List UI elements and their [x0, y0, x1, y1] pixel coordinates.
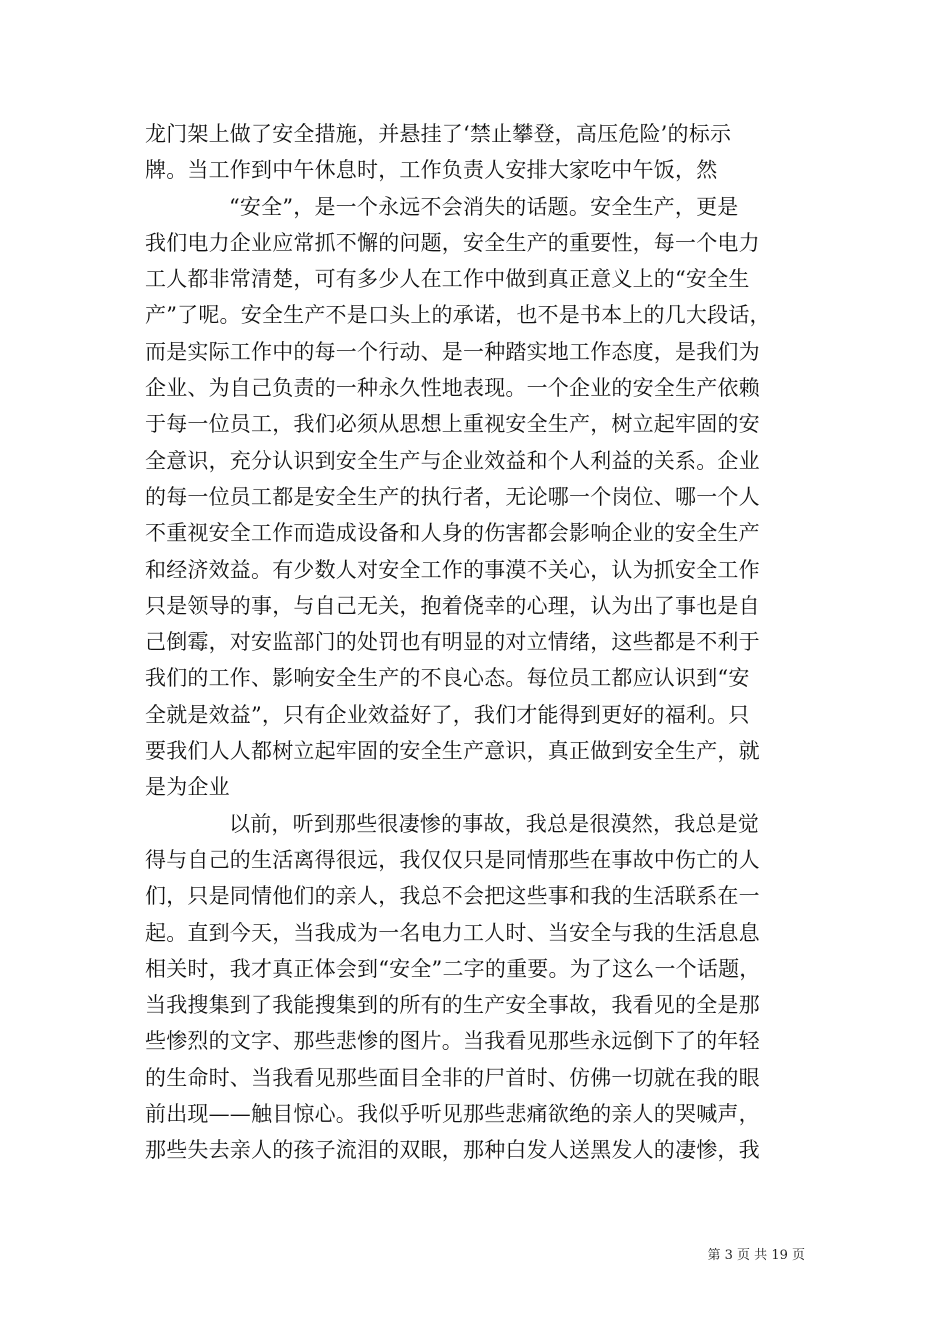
text-line: 己倒霉，对安监部门的处罚也有明显的对立情绪，这些都是不利于 — [145, 630, 760, 655]
text-line: 些惨烈的文字、那些悲惨的图片。当我看见那些永远倒下了的年轻 — [145, 1029, 760, 1054]
text-line: 相关时，我才真正体会到“安全”二字的重要。为了这么一个话题， — [145, 956, 761, 981]
text-line: 起。直到今天，当我成为一名电力工人时、当安全与我的生活息息 — [145, 920, 760, 945]
text-line: 产”了呢。安全生产不是口头上的承诺，也不是书本上的几大段话， — [145, 303, 771, 328]
text-line: 以前，听到那些很凄惨的事故，我总是很漠然，我总是觉 — [229, 811, 759, 836]
document-body — [145, 116, 805, 1169]
text-line: 只是领导的事，与自己无关，抱着侥幸的心理，认为出了事也是自 — [145, 593, 760, 618]
text-line: 而是实际工作中的每一个行动、是一种踏实地工作态度，是我们为 — [145, 339, 760, 364]
text-line: 龙门架上做了安全措施，并悬挂了‘禁止攀登，高压危险’的标示 — [145, 122, 732, 146]
text-line: 当我搜集到了我能搜集到的所有的生产安全事故，我看见的全是那 — [145, 993, 760, 1018]
text-line: 全就是效益”，只有企业效益好了，我们才能得到更好的福利。只 — [145, 702, 750, 727]
text-line: 的每一位员工都是安全生产的执行者，无论哪一个岗位、哪一个人 — [145, 484, 760, 509]
text-line: 那些失去亲人的孩子流泪的双眼，那种白发人送黑发人的凄惨，我 — [145, 1138, 760, 1163]
text-line: 于每一位员工，我们必须从思想上重视安全生产，树立起牢固的安 — [145, 412, 760, 437]
text-line: 工人都非常清楚，可有多少人在工作中做到真正意义上的“安全生 — [145, 267, 750, 292]
text-line: 得与自己的生活离得很远，我仅仅只是同情那些在事故中伤亡的人 — [145, 847, 760, 872]
text-line: 们，只是同情他们的亲人，我总不会把这些事和我的生活联系在一 — [145, 884, 760, 909]
paragraph-3 — [145, 806, 805, 1169]
text-line: 全意识，充分认识到安全生产与企业效益和个人利益的关系。企业 — [145, 448, 760, 473]
text-line: 要我们人人都树立起牢固的安全生产意识，真正做到安全生产，就 — [145, 739, 760, 764]
paragraph-2 — [145, 189, 805, 806]
paragraph-1 — [145, 116, 805, 189]
page-number-footer: 第 3 页 共 19 页 — [707, 1248, 805, 1263]
text-line: 的生命时、当我看见那些面目全非的尸首时、仿佛一切就在我的眼 — [145, 1065, 760, 1090]
text-line: 和经济效益。有少数人对安全工作的事漠不关心，认为抓安全工作 — [145, 557, 760, 582]
text-line: “安全”，是一个永远不会消失的话题。安全生产，更是 — [229, 194, 739, 219]
text-line: 前出现——触目惊心。我似乎听见那些悲痛欲绝的亲人的哭喊声， — [145, 1102, 760, 1127]
text-line: 牌。当工作到中午休息时，工作负责人安排大家吃中午饭，然 — [145, 158, 718, 183]
text-line: 我们电力企业应常抓不懈的问题，安全生产的重要性，每一个电力 — [145, 230, 760, 255]
text-line: 我们的工作、影响安全生产的不良心态。每位员工都应认识到“安 — [145, 666, 750, 691]
text-line: 企业、为自己负责的一种永久性地表现。一个企业的安全生产依赖 — [145, 376, 760, 401]
text-line: 是为企业 — [145, 775, 230, 800]
text-line: 不重视安全工作而造成设备和人身的伤害都会影响企业的安全生产 — [145, 521, 760, 546]
